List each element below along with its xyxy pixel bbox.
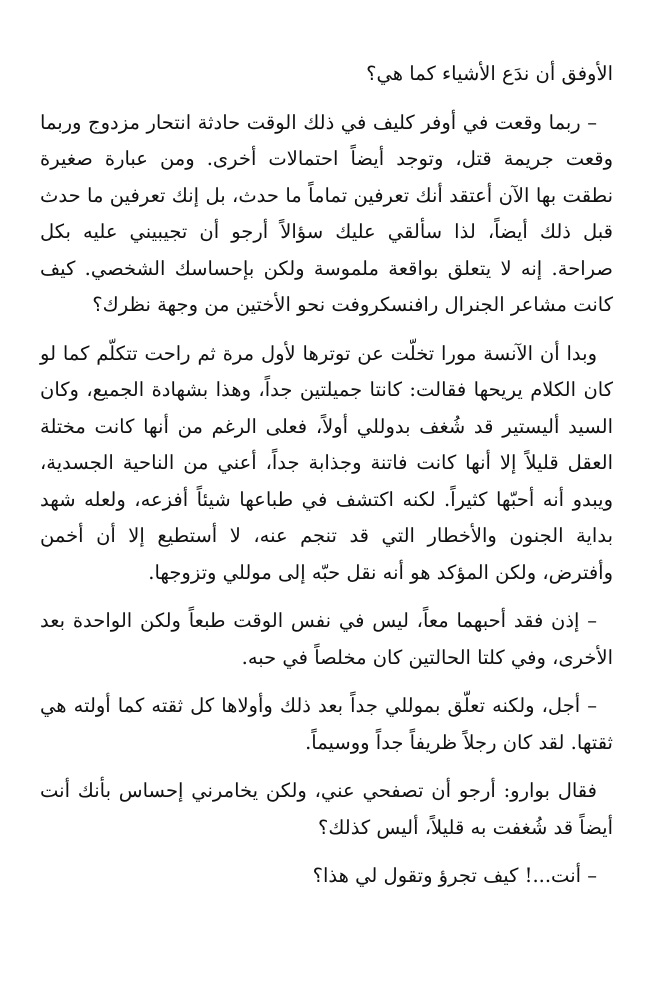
paragraph-7: – أنت...! كيف تجرؤ وتقول لي هذا؟ [312,864,597,887]
paragraph-2: – ربما وقعت في أوفر كليف في ذلك الوقت حادثة انتحار مزدوج وربما وقعت جريمة قتل، وتوجد أيضاً احتمالات أخرى. ومن عبارة صغيرة نطقت بها الآن أعتقد أنك تعرفين تماماً ما حدث، بل إنك تعرفين ما حدث قبل ذلك أيضاً، لذا سألقي عليك سؤالاً أرجو أن تجيبيني عليه بكل صراحة. إنه لا يتعلق بواقعة ملموسة ولكن بإحساسك الشخصي. كيف كانت مشاعر الجنرال رافنسكروفت نحو الأختين من وجهة نظرك؟ [40,110,613,316]
paragraph-1: الأوفق أن ندَع الأشياء كما هي؟ [366,62,613,85]
paragraph-3: وبدا أن الآنسة مورا تخلّت عن توترها لأول مرة ثم راحت تتكلّم كما لو كان الكلام يريحها فقالت: كانتا جميلتين جداً، وهذا بشهادة الجميع، وكان السيد أليستير قد شُغف بدوللي أولاً، فعلى الرغم من أنها كانت مختلة العقل قليلاً إلا أنها كانت فاتنة وجذابة جداً، أعني من الناحية الجسدية، ويبدو أنه أحبّها كثيراً. لكنه اكتشف في طباعها شيئاً أفزعه، ولعله شهد بداية الجنون والأخطار التي قد تنجم عنه، لا أستطيع إلا أن أخمن وأفترض، ولكن المؤكد هو أنه نقل حبّه إلى موللي وتزوجها. [40,341,613,584]
paragraph-4: – إذن فقد أحبهما معاً، ليس في نفس الوقت طبعاً ولكن الواحدة بعد الأخرى، وفي كلتا الحالتين كان مخلصاً في حبه. [40,609,613,669]
paragraph-6: فقال بوارو: أرجو أن تصفحي عني، ولكن يخامرني إحساس بأنك أنت أيضاً قد شُغفت به قليلاً، أليس كذلك؟ [40,779,613,839]
paragraph-5: – أجل، ولكنه تعلّق بموللي جداً بعد ذلك وأولاها كل ثقته كما أولته هي ثقتها. لقد كان رجلاً ظريفاً جداً ووسيماً. [40,694,613,754]
